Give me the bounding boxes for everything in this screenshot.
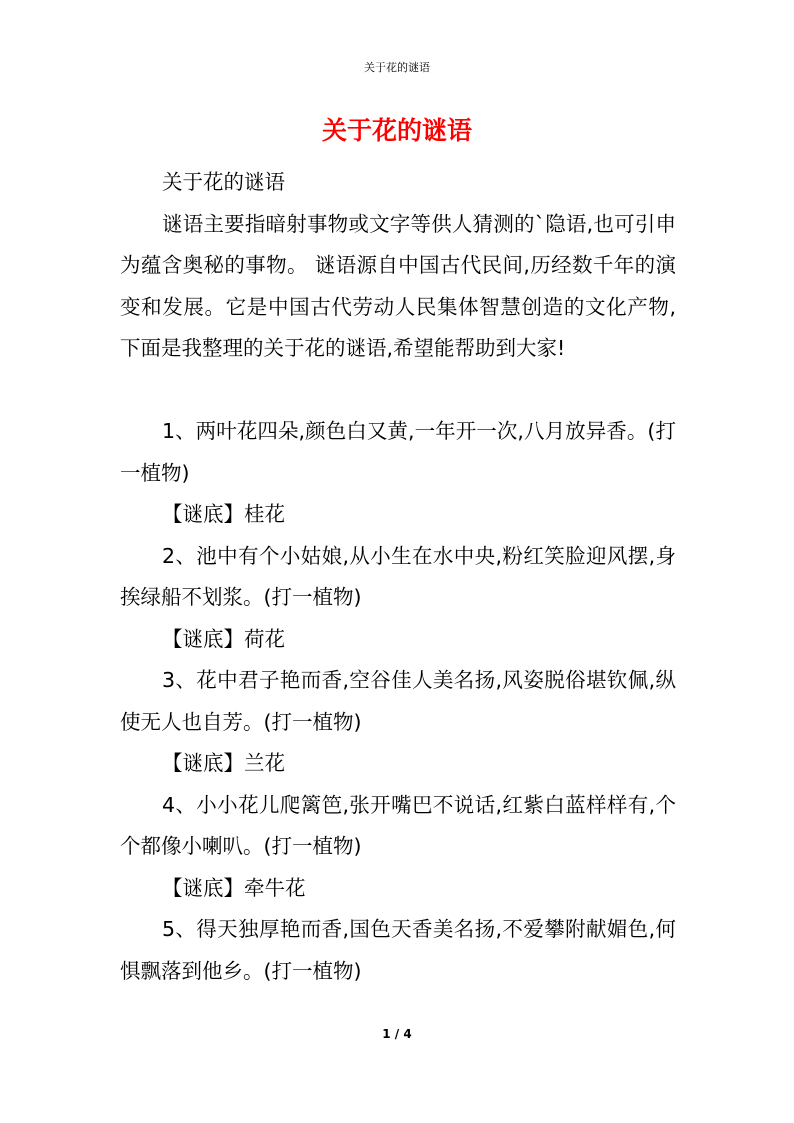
riddle-answer: 【谜底】桂花 [162,502,285,526]
running-header: 关于花的谜语 [364,61,430,74]
document-title: 关于花的谜语 [321,116,472,145]
page-number: 1 / 4 [382,1027,412,1041]
riddle-answer: 【谜底】荷花 [162,626,285,651]
riddle-answer: 【谜底】牵牛花 [162,875,306,900]
blank-line [120,370,676,412]
document-body [120,162,676,992]
riddle-question: 4、小小花儿爬篱笆,张开嘴巴不说话,红紫白蓝样样有,个个都像小喇叭。(打一植物) [120,792,676,858]
riddle-question: 1、两叶花四朵,颜色白又黄,一年开一次,八月放异香。(打一植物) [120,419,676,485]
riddle-answer: 【谜底】兰花 [162,751,285,775]
document-subtitle: 关于花的谜语 [162,170,285,194]
intro-paragraph: 谜语主要指暗射事物或文字等供人猜测的`隐语,也可引申为蕴含奥秘的事物。 谜语源自中国古代民间,历经数千年的演变和发展。它是中国古代劳动人民集体智慧创造的文化产物,下面是我整理的关于花的谜语,希望能帮助到大家! [120,211,676,360]
riddle-question: 5、得天独厚艳而香,国色天香美名扬,不爱攀附献媚色,何惧飘落到他乡。(打一植物) [120,917,676,983]
riddle-question: 3、花中君子艳而香,空谷佳人美名扬,风姿脱俗堪钦佩,纵使无人也自芳。(打一植物) [120,668,676,734]
riddle-question: 2、池中有个小姑娘,从小生在水中央,粉红笑脸迎风摆,身挨绿船不划浆。(打一植物) [120,543,676,609]
